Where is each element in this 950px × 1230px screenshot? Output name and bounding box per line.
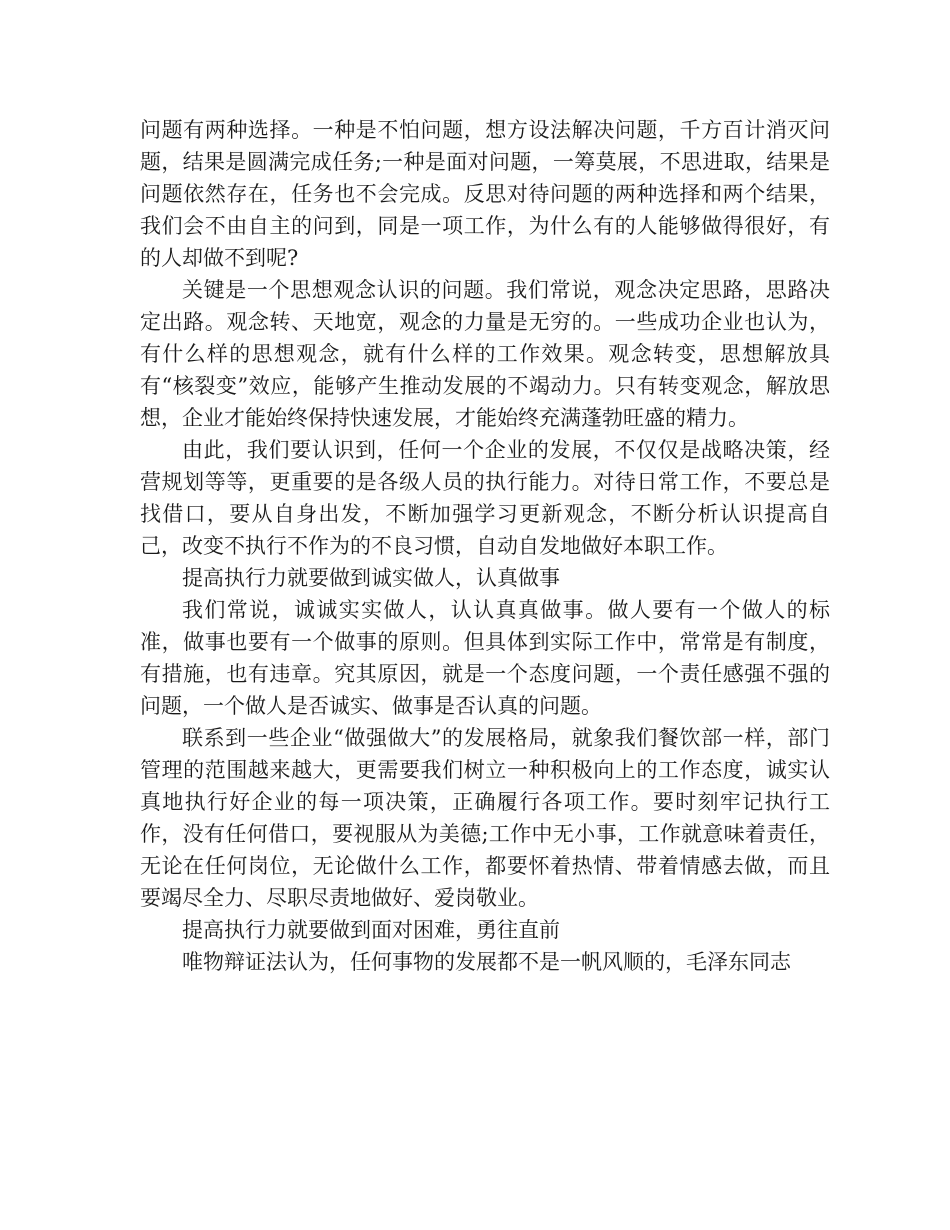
section-heading-difficulty: 提高执行力就要做到面对困难，勇往直前 xyxy=(182,918,560,942)
paragraph-mindset: 关键是一个思想观念认识的问题。我们常说，观念决定思路，思路决定出路。观念转、天地宽，观念的力量是无穷的。一些成功企业也认为，有什么样的思想观念，就有什么样的工作效果。观念转变，思想解放具有“核裂变”效应，能够产生推动发展的不竭动力。只有转变观念，解放思想，企业才能始终保持快速发展，才能始终充满蓬勃旺盛的精力。 xyxy=(140,278,830,430)
document-body xyxy=(140,114,830,978)
paragraph-continuation: 问题有两种选择。一种是不怕问题，想方设法解决问题，千方百计消灭问题，结果是圆满完成任务;一种是面对问题，一筹莫展，不思进取，结果是问题依然存在，任务也不会完成。反思对待问题的两种选择和两个结果，我们会不由自主的问到，同是一项工作，为什么有的人能够做得很好，有的人却做不到呢? xyxy=(140,118,830,270)
paragraph-dialectics: 唯物辩证法认为，任何事物的发展都不是一帆风顺的，毛泽东同志 xyxy=(182,950,791,974)
paragraph-honesty: 我们常说，诚诚实实做人，认认真真做事。做人要有一个做人的标准，做事也要有一个做事的原则。但具体到实际工作中，常常是有制度，有措施，也有违章。究其原因，就是一个态度问题，一个责任感强不强的问题，一个做人是否诚实、做事是否认真的问题。 xyxy=(140,598,830,718)
section-heading-honesty: 提高执行力就要做到诚实做人，认真做事 xyxy=(182,566,560,590)
paragraph-development: 联系到一些企业“做强做大”的发展格局，就象我们餐饮部一样，部门管理的范围越来越大，更需要我们树立一种积极向上的工作态度，诚实认真地执行好企业的每一项决策，正确履行各项工作。要时刻牢记执行工作，没有任何借口，要视服从为美德;工作中无小事，工作就意味着责任，无论在任何岗位，无论做什么工作，都要怀着热情、带着情感去做，而且要竭尽全力、尽职尽责地做好、爱岗敬业。 xyxy=(140,726,830,910)
paragraph-execution-ability: 由此，我们要认识到，任何一个企业的发展，不仅仅是战略决策，经营规划等等，更重要的是各级人员的执行能力。对待日常工作，不要总是找借口，要从自身出发，不断加强学习更新观念，不断分析认识提高自己，改变不执行不作为的不良习惯，自动自发地做好本职工作。 xyxy=(140,438,830,558)
